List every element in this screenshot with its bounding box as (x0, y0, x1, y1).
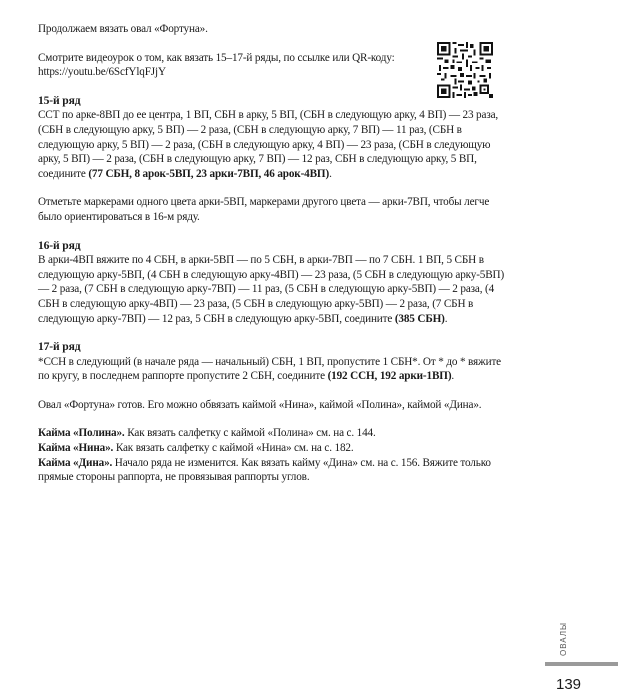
oval-ready-text: Овал «Фортуна» готов. Его можно обвязать каймой «Нина», каймой «Полина», каймой «Дина». (38, 398, 482, 411)
border-title: Кайма «Полина». (38, 427, 125, 440)
row-17-heading: 17-й ряд (38, 340, 81, 354)
page-number: 139 (556, 676, 582, 693)
video-link[interactable]: https://youtu.be/6ScfYlqFJjY (38, 66, 166, 79)
border-text: Как вязать салфетку с каймой «Нина» см. на с. 182. (113, 442, 354, 455)
row-15-heading: 15-й ряд (38, 93, 81, 107)
row-16-section (38, 239, 506, 327)
row-17-body: *ССН в следующий (в начале ряда — начальный) СБН, 1 ВП, пропустите 1 СБН*. От * до * вяжите по кругу, в последнем раппорте пропустите 2 СБН, соедините (38, 355, 501, 383)
qr-code-icon[interactable] (437, 42, 493, 98)
row-15-section (38, 94, 506, 182)
row-16-body: В арки-4ВП вяжите по 4 СБН, в арки-5ВП — по 5 СБН, в арки-7ВП — по 7 СБН. 1 ВП, 5 СБН в следующую арку-5ВП, (4 СБН в следующую арку-4ВП) — 23 раза, (5 СБН в следующую арку-5ВП) — 2 раза, (7 СБН в следующую арку-7ВП) — 11 раз, (5 СБН в следующую арку-5ВП) — 2 раза, (4 СБН в следующую арку-4ВП) — 23 раза, (5 СБН в следующую арку-5ВП) — 2 раза, (7 СБН в следующую арку-7ВП) — 12 раз, 5 СБН в следующую арку-5ВП, соедините (38, 254, 505, 325)
border-text: Как вязать салфетку с каймой «Полина» см. на с. 144. (124, 427, 376, 440)
row-16-heading: 16-й ряд (38, 238, 81, 252)
border-title: Кайма «Дина». (38, 456, 113, 469)
row-15-end: . (329, 167, 332, 180)
row-15-body: ССТ по арке-8ВП до ее центра, 1 ВП, СБН в арку, 5 ВП, (СБН в следующую арку, 4 ВП) — 23 раза, (СБН в следующую арку, 5 ВП) — 2 раза, (СБН в следующую арку, 7 ВП) — 11 раз, (СБН в следующую арку, 5 ВП) — 2 раза, (СБН в следующую арку, 4 ВП) — 23 раза, (СБН в следующую арку, 5 ВП) — 2 раза, (СБН в следующую арку, 7 ВП) — 12 раз, СБН в следующую арку, 5 ВП, соедините (38, 109, 499, 180)
intro-line: Продолжаем вязать овал «Фортуна». (38, 23, 208, 35)
video-text: Смотрите видеоурок о том, как вязать 15–17-й ряды, по ссылке или QR-коду: (38, 51, 395, 64)
row-17-section (38, 340, 506, 384)
row-17-total: (192 ССН, 192 арки-1ВП) (327, 370, 452, 383)
row-16-text (38, 253, 506, 326)
side-label-text: ОВАЛЫ (559, 621, 568, 656)
row-17-text (38, 355, 506, 384)
page-content (38, 22, 506, 485)
page-number-bar (545, 662, 618, 666)
section-side-label (558, 612, 570, 658)
border-option (38, 426, 506, 441)
video-paragraph (38, 51, 433, 80)
border-option (38, 456, 506, 485)
row-15-total: (77 СБН, 8 арок-5ВП, 23 арки-7ВП, 46 арок-4ВП) (88, 167, 330, 180)
border-options (38, 426, 506, 484)
border-title: Кайма «Нина». (38, 442, 114, 455)
row-16-end: . (444, 312, 448, 325)
border-option (38, 441, 506, 456)
row-17-end: . (451, 370, 455, 383)
row-15-text (38, 108, 506, 181)
border-text: Начало ряда не изменится. Как вязать кайму «Дина» см. на с. 156. Вяжите только прямые стороны раппорта, не провязывая раппорты углов. (38, 456, 491, 484)
marker-note: Отметьте маркерами одного цвета арки-5ВП, маркерами другого цвета — арки-7ВП, чтобы легче было ориентироваться в 16-м ряду. (38, 196, 490, 223)
row-16-total: (385 СБН) (394, 312, 445, 325)
